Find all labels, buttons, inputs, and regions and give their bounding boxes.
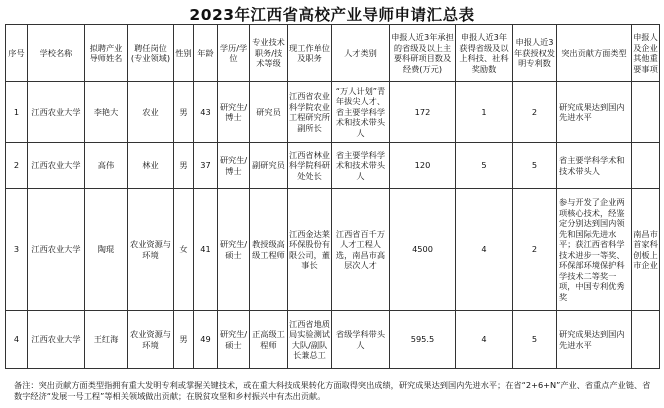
- header-age: 年龄: [194, 25, 218, 82]
- cell-degree: 研究生/硕士: [218, 189, 250, 311]
- header-awards: 申报人近3年获得省级及以上科技、社科奖励数: [456, 25, 513, 82]
- cell-degree: 研究生/博士: [218, 143, 250, 189]
- cell-field: 农业资源与环境: [128, 189, 174, 311]
- cell-school: 江西农业大学: [28, 311, 85, 369]
- cell-contribution: 研究成果达到国内先进水平: [557, 311, 632, 369]
- cell-patents: 2: [513, 82, 557, 143]
- cell-age: 37: [194, 143, 218, 189]
- cell-unit: 江西省地质局实验测试大队/副队长兼总工: [288, 311, 332, 369]
- header-other: 申报人及企业其他重要事项: [632, 25, 660, 82]
- header-school: 学校名称: [28, 25, 85, 82]
- cell-degree: 研究生/博士: [218, 82, 250, 143]
- cell-name: 高伟: [85, 143, 128, 189]
- cell-name: 王红海: [85, 311, 128, 369]
- cell-school: 江西农业大学: [28, 143, 85, 189]
- cell-field: 农业: [128, 82, 174, 143]
- table-row: [6, 143, 660, 189]
- page-title: 2023年江西省高校产业导师申请汇总表: [189, 6, 475, 24]
- table-row: [6, 189, 660, 311]
- cell-patents: 2: [513, 189, 557, 311]
- cell-unit: 江西金达莱环保股份有限公司，董事长: [288, 189, 332, 311]
- header-title: 专业技术职务/技术等级: [250, 25, 288, 82]
- cell-no: 2: [6, 143, 28, 189]
- cell-other: [632, 311, 660, 369]
- header-projects: 申报人近3年承担的省级及以上主要科研项目数及经费(万元): [390, 25, 456, 82]
- cell-age: 49: [194, 311, 218, 369]
- table-row: [6, 82, 660, 143]
- cell-age: 41: [194, 189, 218, 311]
- header-unit: 现工作单位及职务: [288, 25, 332, 82]
- cell-field: 农业资源与环境: [128, 311, 174, 369]
- cell-gender: 男: [174, 143, 194, 189]
- cell-title: 教授级高级工程师: [250, 189, 288, 311]
- cell-unit: 江西省农业科学院农业工程研究所副所长: [288, 82, 332, 143]
- cell-projects: 4500: [390, 189, 456, 311]
- cell-projects: 595.5: [390, 311, 456, 369]
- footnote: 备注：突出贡献方面类型指拥有重大发明专利或掌握关键技术，或在重大科技成果转化方面取得突出成绩，研究成果达到国内先进水平；在省“2+6+N”产业、省重点产业链、省数字经济“发展一号工程”等相关领域做出贡献；在脱贫攻坚和乡村振兴中有杰出贡献。: [14, 380, 651, 401]
- cell-school: 江西农业大学: [28, 189, 85, 311]
- header-patents: 申报人近3年获授权发明专利数: [513, 25, 557, 82]
- cell-title: 研究员: [250, 82, 288, 143]
- table-row: [6, 311, 660, 369]
- cell-other: [632, 143, 660, 189]
- cell-awards: 5: [456, 143, 513, 189]
- table-header-row: [6, 25, 660, 82]
- summary-table: [5, 24, 660, 369]
- header-talent: 人才类别: [332, 25, 390, 82]
- cell-field: 林业: [128, 143, 174, 189]
- cell-awards: 4: [456, 311, 513, 369]
- cell-contribution: 参与开发了企业两项核心技术，经鉴定分别达到国内领先和国际先进水平；获江西省科学技术进步一等奖、环保部环境保护科学技术二等奖一项，中国专利优秀奖: [557, 189, 632, 311]
- cell-projects: 172: [390, 82, 456, 143]
- cell-no: 3: [6, 189, 28, 311]
- cell-projects: 120: [390, 143, 456, 189]
- cell-degree: 研究生/硕士: [218, 311, 250, 369]
- header-no: 序号: [6, 25, 28, 82]
- header-degree: 学历/学位: [218, 25, 250, 82]
- cell-other: [632, 82, 660, 143]
- cell-patents: 5: [513, 311, 557, 369]
- cell-talent: 江西省百千万人才工程人选，南昌市高层次人才: [332, 189, 390, 311]
- cell-talent: “万人计划”青年拔尖人才、省主要学科学术和技术带头人: [332, 82, 390, 143]
- cell-gender: 女: [174, 189, 194, 311]
- header-field: 聘任岗位(专业领域): [128, 25, 174, 82]
- cell-gender: 男: [174, 311, 194, 369]
- cell-title: 正高级工程师: [250, 311, 288, 369]
- cell-title: 副研究员: [250, 143, 288, 189]
- cell-name: 李艳大: [85, 82, 128, 143]
- cell-talent: 省主要学科学术和技术带头人: [332, 143, 390, 189]
- header-gender: 性别: [174, 25, 194, 82]
- cell-contribution: 省主要学科学术和技术带头人: [557, 143, 632, 189]
- cell-patents: 5: [513, 143, 557, 189]
- cell-no: 4: [6, 311, 28, 369]
- cell-talent: 省级学科带头人: [332, 311, 390, 369]
- cell-name: 陶琨: [85, 189, 128, 311]
- cell-contribution: 研究成果达到国内先进水平: [557, 82, 632, 143]
- cell-awards: 1: [456, 82, 513, 143]
- cell-age: 43: [194, 82, 218, 143]
- cell-awards: 4: [456, 189, 513, 311]
- cell-no: 1: [6, 82, 28, 143]
- header-contribution: 突出贡献方面类型: [557, 25, 632, 82]
- cell-other: 南昌市首家科创板上市企业: [632, 189, 660, 311]
- cell-unit: 江西省林业科学院科研处处长: [288, 143, 332, 189]
- cell-gender: 男: [174, 82, 194, 143]
- header-name: 拟聘产业导师姓名: [85, 25, 128, 82]
- cell-school: 江西农业大学: [28, 82, 85, 143]
